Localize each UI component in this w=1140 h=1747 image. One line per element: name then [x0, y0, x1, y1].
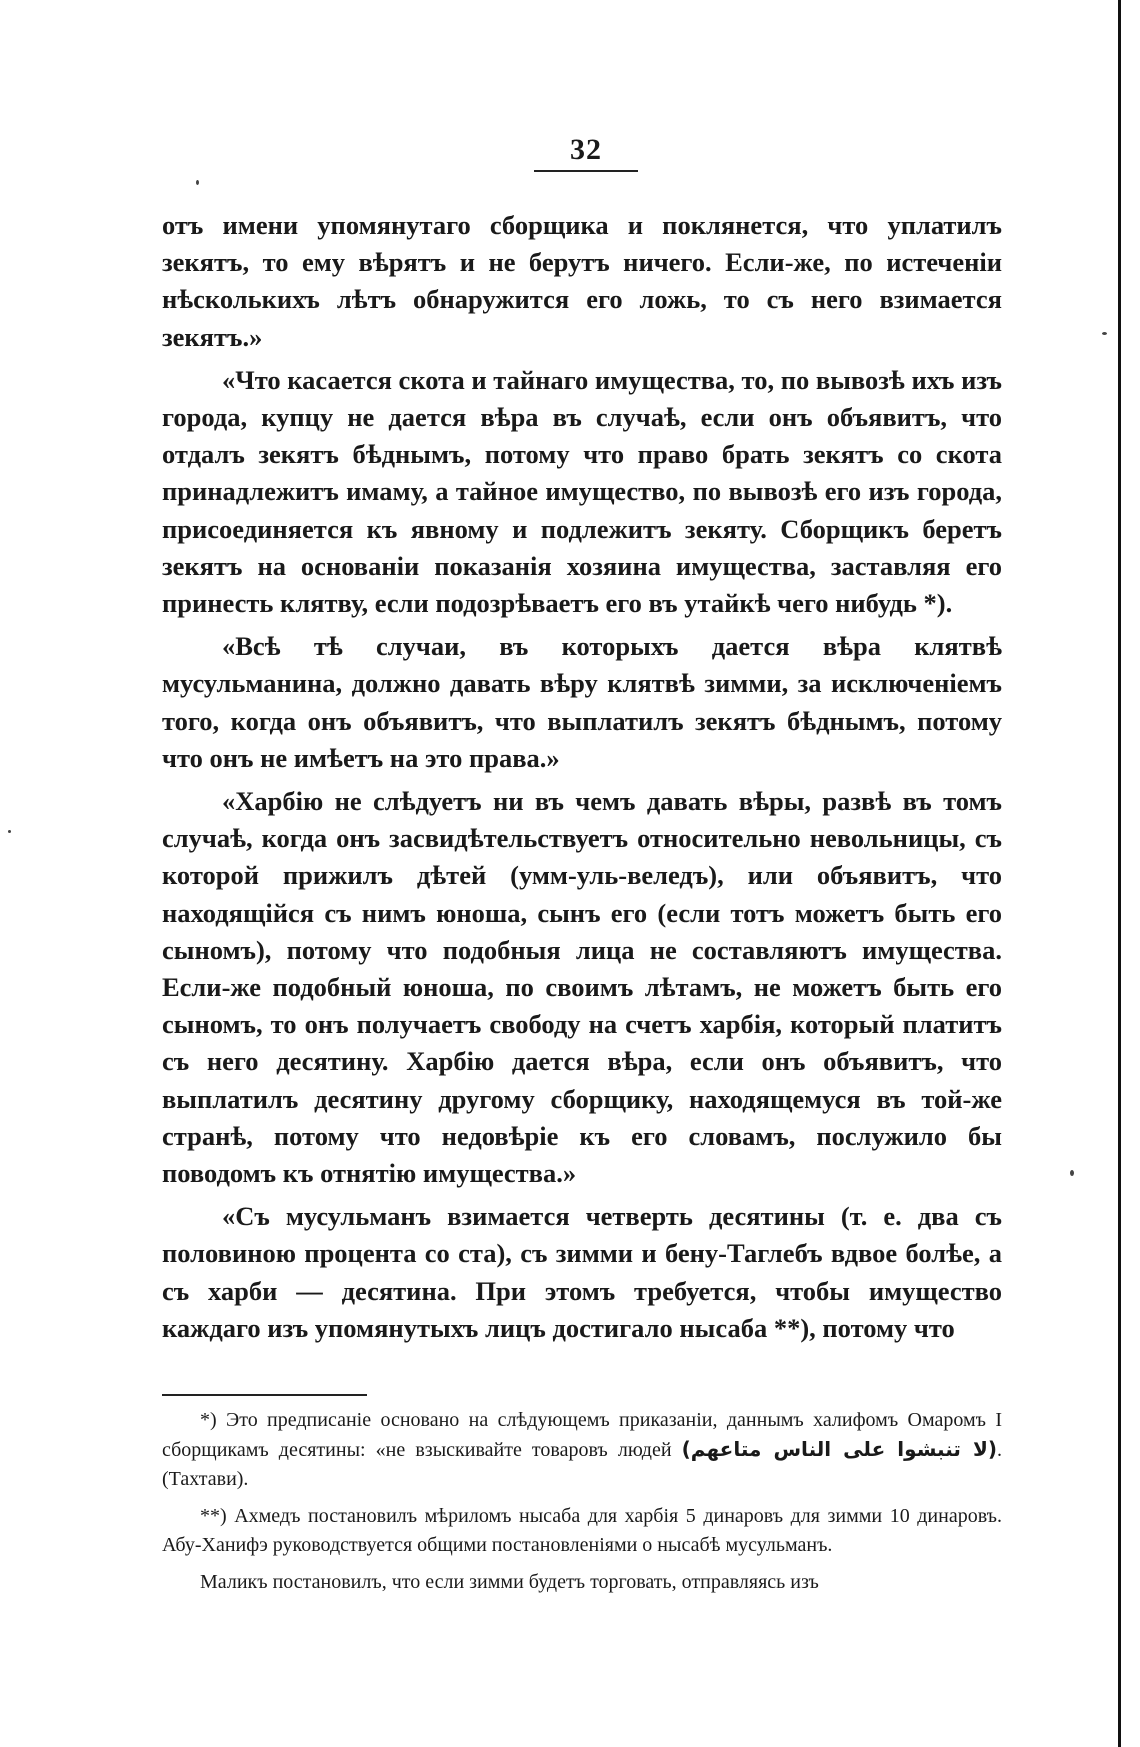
scan-speck [196, 180, 199, 185]
page-edge-line [1118, 0, 1121, 1747]
scan-speck [1102, 332, 1107, 335]
footnote-1-source: . (Тахтави). [162, 1439, 1002, 1490]
paragraph-4: «Харбію не слѣдуетъ ни въ чемъ давать вѣры, развѣ въ томъ случаѣ, когда онъ засвидѣтельствуетъ относительно невольницы, съ которой прижилъ дѣтей (умм-уль-веледъ), или объявитъ, что находящійся съ нимъ юноша, сынъ его (если тотъ можетъ быть его сыномъ), потому что подобныя лица не составляютъ имущества. Если-же подобный юноша, по своимъ лѣтамъ, не можетъ быть его сыномъ, то онъ получаетъ свободу на счетъ харбія, который платитъ съ него десятину. Харбію дается вѣра, если онъ объявитъ, что выплатилъ десятину другому сборщику, находящемуся въ той-же странѣ, потому что недовѣріе къ его словамъ, послужило бы поводомъ къ отнятію имущества.» [162, 786, 1002, 1189]
footnotes [162, 1406, 1002, 1597]
footnote-2: **) Ахмедъ постановилъ мѣриломъ нысаба для харбія 5 динаровъ для зимми 10 динаровъ. Абу-Ханифэ руководствуется общими постановленіями о нысабѣ мусульманъ. [162, 1505, 1002, 1556]
footnote-1 [162, 1406, 1002, 1494]
footnote-rule [162, 1394, 367, 1396]
paragraph-2: «Что касается скота и тайнаго имущества, то, по вывозѣ ихъ изъ города, купцу не дается вѣра въ случаѣ, если онъ объявитъ, что отдалъ зекятъ бѣднымъ, потому что право брать зекятъ со скота принадлежитъ имаму, а тайное имущество, по вывозѣ его изъ города, присоединяется къ явному и подлежитъ зекяту. Сборщикъ беретъ зекятъ на основаніи показанія хозяина имущества, заставляя его принесть клятву, если подозрѣваетъ его въ утайкѣ чего нибудь *). [162, 364, 1002, 619]
footnote-1-arabic: (لا تنبشوا على الناس متاعهم) [681, 1437, 997, 1461]
paragraph-5: «Съ мусульманъ взимается четверть десятины (т. е. два съ половиною процента со ста), съ зимми и бену-Таглебъ вдвое болѣе, а съ харби — десятина. При этомъ требуется, чтобы имущество каждаго изъ упомянутыхъ лицъ достигало нысаба **), потому что [162, 1201, 1002, 1343]
page-number-rule [534, 170, 638, 172]
paragraph-1: отъ имени упомянутаго сборщика и поклянется, что уплатилъ зекятъ, то ему вѣрятъ и не берутъ ничего. Если-же, по истеченіи нѣсколькихъ лѣтъ обнаружится его ложь, то съ него взимается зекятъ.» [162, 210, 1002, 352]
scan-speck [1070, 1170, 1074, 1176]
main-text [162, 207, 1002, 1347]
footnote-3: Маликъ постановилъ, что если зимми будетъ торговать, отправляясь изъ [200, 1571, 819, 1593]
footnote-1-text: *) Это предписаніе основано на слѣдующемъ приказаніи, даннымъ халифомъ Омаромъ I сборщикамъ десятины: «не взыскивайте товаровъ людей [162, 1409, 1002, 1461]
scan-speck [8, 830, 11, 833]
paragraph-3: «Всѣ тѣ случаи, въ которыхъ дается вѣра клятвѣ мусульманина, должно давать вѣру клятвѣ зимми, за исключеніемъ того, когда онъ объявитъ, что выплатилъ зекятъ бѣднымъ, потому что онъ не имѣетъ на это права.» [162, 631, 1002, 773]
page-number: 32 [570, 133, 602, 166]
